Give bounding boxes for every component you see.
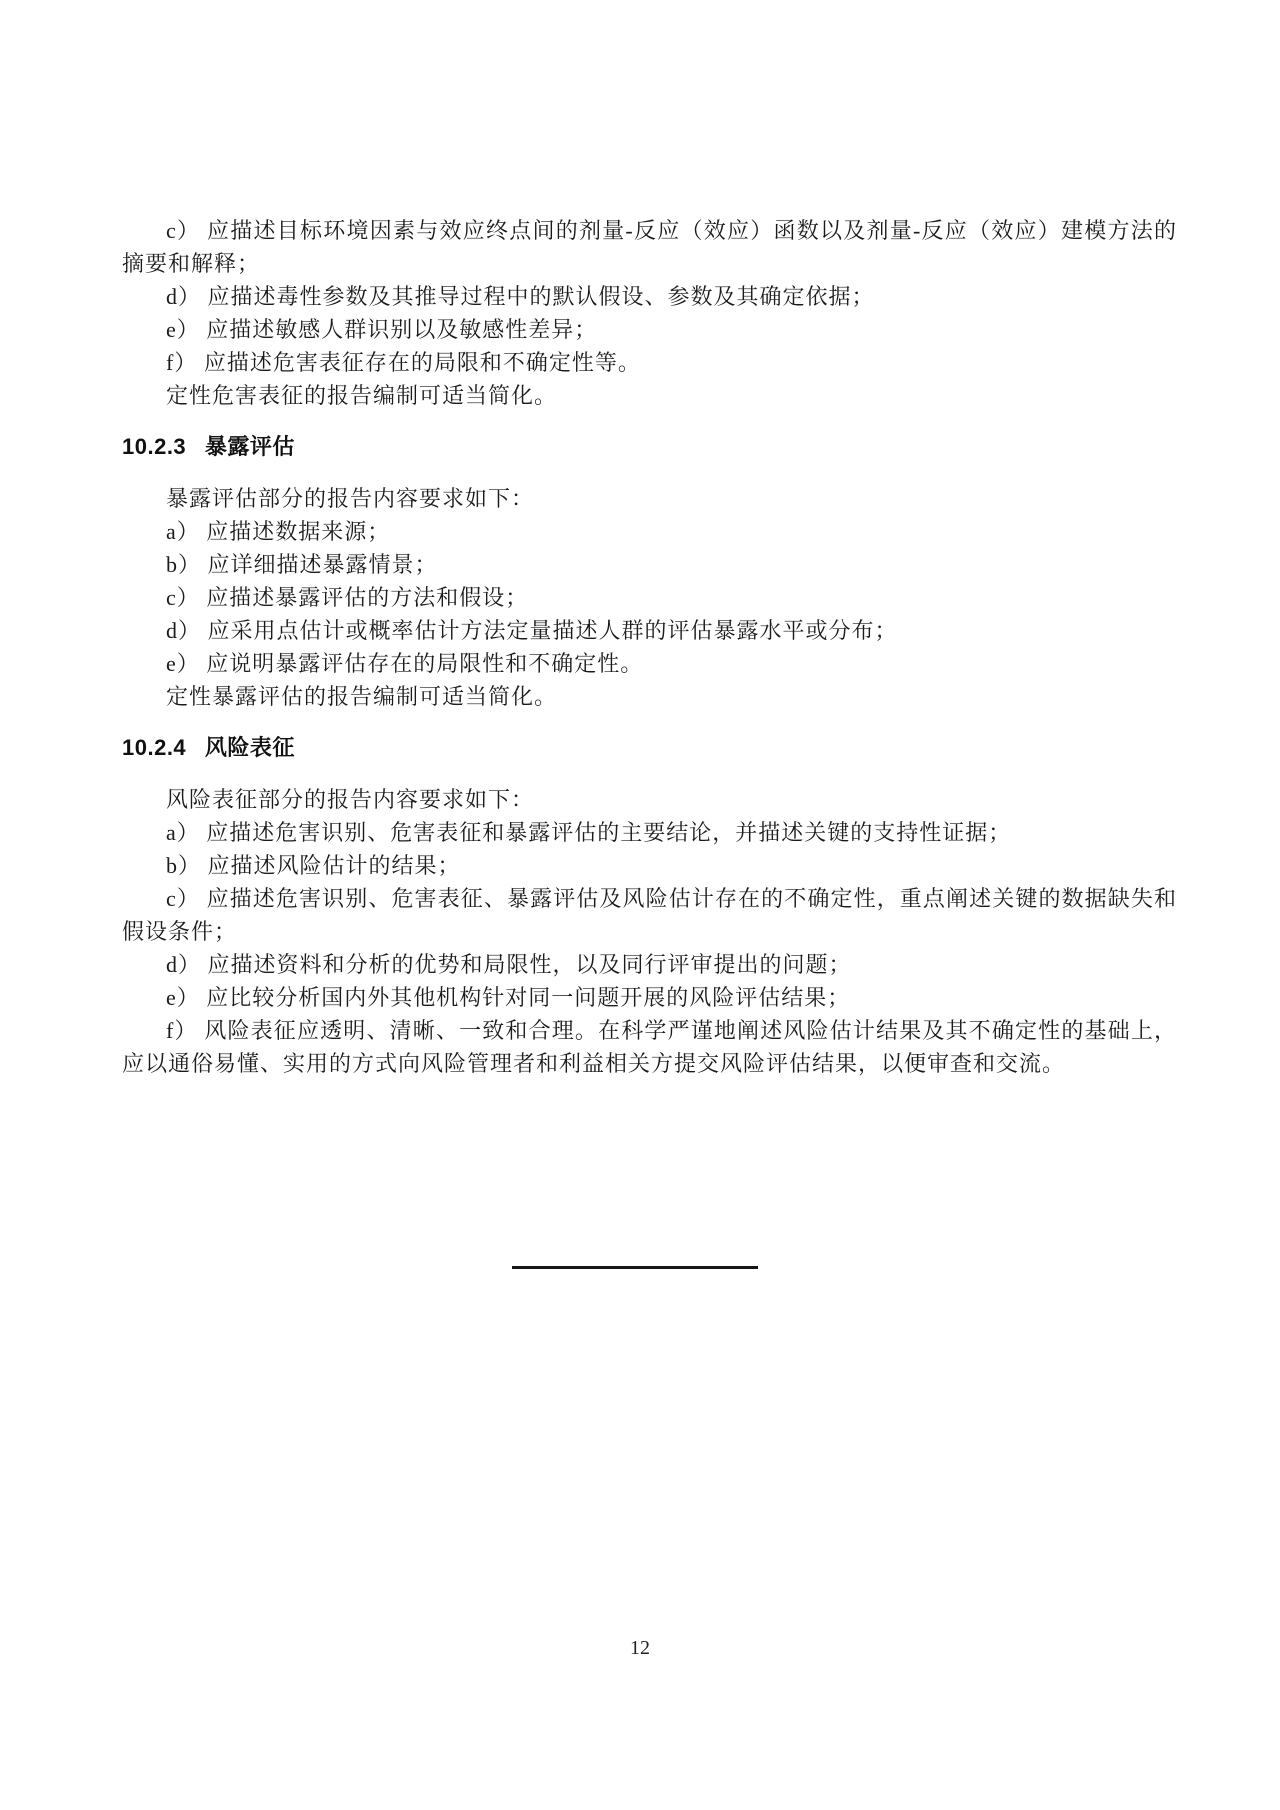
list-item-c-exposure: c） 应描述暴露评估的方法和假设； — [166, 585, 529, 610]
list-item-a-risk: a） 应描述危害识别、危害表征和暴露评估的主要结论，并描述关键的支持性证据； — [166, 820, 1012, 845]
list-item-d-exposure: d） 应采用点估计或概率估计方法定量描述人群的评估暴露水平或分布； — [166, 618, 898, 643]
page-footer — [0, 1636, 1280, 1660]
closing-note-hazard: 定性危害表征的报告编制可适当简化。 — [166, 383, 558, 408]
list-item-e-exposure: e） 应说明暴露评估存在的局限性和不确定性。 — [166, 651, 644, 676]
list-item-d-hazard: d） 应描述毒性参数及其推导过程中的默认假设、参数及其确定依据； — [166, 284, 875, 309]
list-item-c-risk: c） 应描述危害识别、危害表征、暴露评估及风险估计存在的不确定性，重点阐述关键的数据缺失和假设条件； — [122, 886, 1177, 944]
section-title: 风险表征 — [204, 735, 295, 760]
list-item-a-exposure: a） 应描述数据来源； — [166, 519, 391, 544]
list-item-f-risk: f） 风险表征应透明、清晰、一致和合理。在科学严谨地阐述风险估计结果及其不确定性的基础上，应以通俗易懂、实用的方式向风险管理者和利益相关方提交风险评估结果，以便审查和交流。 — [122, 1018, 1177, 1076]
closing-note-exposure: 定性暴露评估的报告编制可适当简化。 — [166, 684, 558, 709]
list-item-e-hazard: e） 应描述敏感人群识别以及敏感性差异； — [166, 317, 598, 342]
section-heading-10-2-3 — [122, 430, 1177, 463]
section-heading-10-2-4 — [122, 731, 1177, 764]
section-number: 10.2.3 — [122, 434, 187, 459]
section-title: 暴露评估 — [204, 434, 295, 459]
list-item-e-risk: e） 应比较分析国内外其他机构针对同一问题开展的风险评估结果； — [166, 985, 851, 1010]
page-content — [122, 214, 1177, 1269]
list-item-f-hazard: f） 应描述危害表征存在的局限和不确定性等。 — [166, 350, 641, 375]
list-item-c-hazard: c） 应描述目标环境因素与效应终点间的剂量-反应（效应）函数以及剂量-反应（效应）建模方法的摘要和解释； — [122, 218, 1177, 276]
section-number: 10.2.4 — [122, 735, 187, 760]
intro-exposure: 暴露评估部分的报告内容要求如下： — [166, 486, 535, 511]
list-item-b-exposure: b） 应详细描述暴露情景； — [166, 552, 438, 577]
page-number: 12 — [630, 1637, 650, 1659]
intro-risk: 风险表征部分的报告内容要求如下： — [166, 787, 535, 812]
list-item-b-risk: b） 应描述风险估计的结果； — [166, 853, 461, 878]
end-of-document-divider — [512, 1266, 758, 1269]
list-item-d-risk: d） 应描述资料和分析的优势和局限性，以及同行评审提出的问题； — [166, 952, 852, 977]
